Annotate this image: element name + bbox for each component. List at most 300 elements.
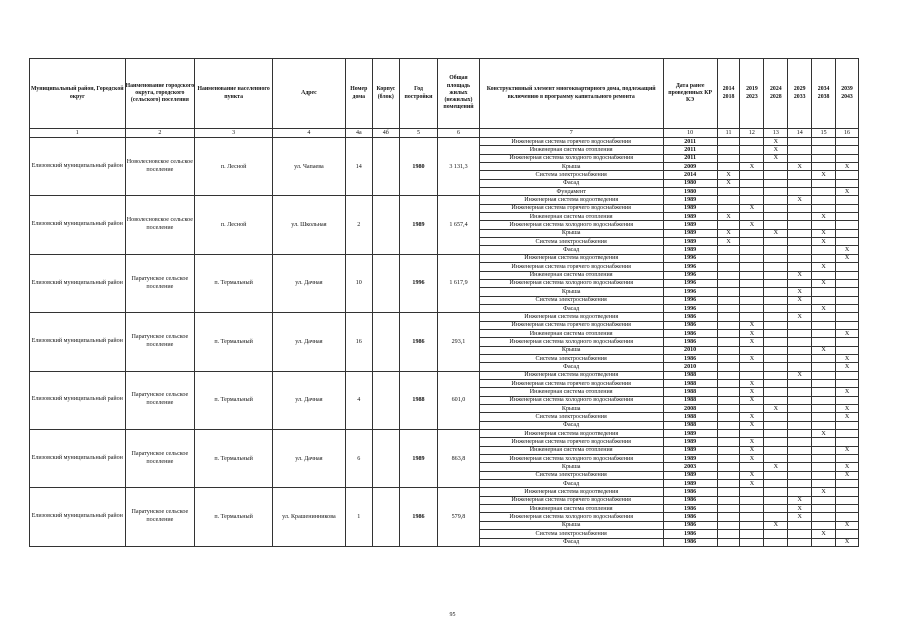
year-built-cell: 1996 <box>399 254 437 312</box>
period-mark-cell <box>836 279 859 287</box>
element-name-cell: Инженерная система горячего водоснабжения <box>479 263 663 271</box>
repair-date-cell: 1986 <box>663 313 717 321</box>
period-mark-cell <box>788 455 812 463</box>
repair-date-cell: 1989 <box>663 238 717 246</box>
block-cell <box>372 430 399 488</box>
period-mark-cell <box>717 304 740 312</box>
period-mark-cell <box>812 329 836 337</box>
element-name-cell: Инженерная система водоотведения <box>479 488 663 496</box>
period-mark-cell <box>836 304 859 312</box>
period-mark-cell <box>788 254 812 262</box>
period-mark-cell <box>717 204 740 212</box>
period-mark-cell <box>740 405 764 413</box>
repair-date-cell: 1989 <box>663 446 717 454</box>
period-mark-cell <box>836 371 859 379</box>
period-mark-cell <box>836 171 859 179</box>
period-mark-cell <box>812 163 836 171</box>
repair-date-cell: 1980 <box>663 179 717 187</box>
period-mark-cell <box>812 146 836 154</box>
period-mark-cell <box>717 354 740 362</box>
element-name-cell: Инженерная система горячего водоснабжения <box>479 496 663 504</box>
block-cell <box>372 254 399 312</box>
period-mark-cell <box>836 288 859 296</box>
period-mark-cell: X <box>836 463 859 471</box>
element-name-cell: Инженерная система водоотведения <box>479 313 663 321</box>
table-row <box>30 488 859 496</box>
period-mark-cell <box>788 229 812 237</box>
period-mark-cell <box>740 188 764 196</box>
period-mark-cell: X <box>836 446 859 454</box>
element-name-cell: Инженерная система отопления <box>479 388 663 396</box>
period-mark-cell <box>764 388 788 396</box>
period-mark-cell <box>812 188 836 196</box>
element-name-cell: Инженерная система горячего водоснабжения <box>479 321 663 329</box>
period-mark-cell <box>740 296 764 304</box>
repair-date-cell: 2011 <box>663 154 717 162</box>
period-mark-cell <box>812 413 836 421</box>
element-name-cell: Крыша <box>479 229 663 237</box>
period-mark-cell <box>717 379 740 387</box>
period-mark-cell: X <box>740 204 764 212</box>
period-mark-cell <box>717 438 740 446</box>
period-mark-cell <box>788 446 812 454</box>
column-header: Год постройки <box>399 59 437 129</box>
period-mark-cell <box>836 455 859 463</box>
period-mark-cell <box>740 513 764 521</box>
period-mark-cell <box>740 304 764 312</box>
period-mark-cell <box>788 171 812 179</box>
repair-date-cell: 1986 <box>663 354 717 362</box>
period-mark-cell <box>788 346 812 354</box>
year-built-cell: 1989 <box>399 430 437 488</box>
period-mark-cell: X <box>717 238 740 246</box>
repair-date-cell: 1996 <box>663 254 717 262</box>
period-mark-cell <box>812 296 836 304</box>
period-mark-cell <box>717 530 740 538</box>
period-mark-cell: X <box>836 405 859 413</box>
year-built-cell: 1986 <box>399 488 437 546</box>
period-mark-cell <box>717 221 740 229</box>
repair-date-cell: 2010 <box>663 346 717 354</box>
period-mark-cell: X <box>812 263 836 271</box>
period-mark-cell: X <box>836 388 859 396</box>
period-mark-cell <box>836 321 859 329</box>
repair-date-cell: 2009 <box>663 163 717 171</box>
period-mark-cell <box>717 421 740 429</box>
period-mark-cell <box>740 363 764 371</box>
period-mark-cell <box>717 413 740 421</box>
repair-date-cell: 1996 <box>663 263 717 271</box>
column-header: Корпус (блок) <box>372 59 399 129</box>
period-mark-cell <box>764 505 788 513</box>
period-mark-cell <box>788 213 812 221</box>
period-mark-cell <box>764 196 788 204</box>
area-cell: 1 617,9 <box>438 254 480 312</box>
settlement-cell: Паратунское сельское поселение <box>125 430 195 488</box>
period-mark-cell: X <box>836 471 859 479</box>
column-number: 7 <box>479 129 663 138</box>
period-mark-cell <box>764 163 788 171</box>
period-mark-cell: X <box>788 296 812 304</box>
period-mark-cell <box>717 388 740 396</box>
period-mark-cell <box>740 263 764 271</box>
element-name-cell: Инженерная система водоотведения <box>479 430 663 438</box>
column-number: 12 <box>740 129 764 138</box>
repair-date-cell: 1988 <box>663 396 717 404</box>
period-mark-cell <box>717 471 740 479</box>
period-mark-cell <box>836 263 859 271</box>
period-mark-cell <box>740 313 764 321</box>
period-mark-cell <box>740 146 764 154</box>
block-cell <box>372 138 399 196</box>
period-mark-cell <box>788 363 812 371</box>
table-body <box>30 138 859 547</box>
period-mark-cell <box>717 455 740 463</box>
period-mark-cell <box>836 179 859 187</box>
district-cell: Елизовский муниципальный район <box>30 196 126 254</box>
column-number: 5 <box>399 129 437 138</box>
column-header: 2024 2028 <box>764 59 788 129</box>
district-cell: Елизовский муниципальный район <box>30 371 126 429</box>
period-mark-cell <box>788 338 812 346</box>
repair-date-cell: 1989 <box>663 438 717 446</box>
column-number-row <box>30 129 859 138</box>
period-mark-cell <box>764 371 788 379</box>
period-mark-cell <box>717 138 740 146</box>
period-mark-cell: X <box>812 213 836 221</box>
locality-cell: п. Термальный <box>195 430 273 488</box>
period-mark-cell <box>764 213 788 221</box>
period-mark-cell <box>717 146 740 154</box>
period-mark-cell <box>788 530 812 538</box>
period-mark-cell <box>764 538 788 546</box>
house-number-cell: 16 <box>345 313 372 371</box>
period-mark-cell <box>740 346 764 354</box>
house-number-cell: 6 <box>345 430 372 488</box>
period-mark-cell: X <box>740 329 764 337</box>
house-number-cell: 4 <box>345 371 372 429</box>
period-mark-cell <box>812 371 836 379</box>
period-mark-cell <box>764 396 788 404</box>
element-name-cell: Инженерная система отопления <box>479 505 663 513</box>
period-mark-cell <box>764 204 788 212</box>
street-cell: ул. Крашенинникова <box>273 488 346 546</box>
period-mark-cell <box>717 446 740 454</box>
locality-cell: п. Термальный <box>195 371 273 429</box>
period-mark-cell: X <box>740 446 764 454</box>
column-header: Дата ранее проведенных КР КЭ <box>663 59 717 129</box>
period-mark-cell <box>836 488 859 496</box>
period-mark-cell: X <box>812 488 836 496</box>
element-name-cell: Инженерная система горячего водоснабжения <box>479 138 663 146</box>
repair-date-cell: 1988 <box>663 371 717 379</box>
period-mark-cell <box>788 204 812 212</box>
period-mark-cell <box>717 288 740 296</box>
repair-date-cell: 1980 <box>663 188 717 196</box>
period-mark-cell <box>812 179 836 187</box>
column-number: 15 <box>812 129 836 138</box>
period-mark-cell <box>812 321 836 329</box>
period-mark-cell <box>764 329 788 337</box>
period-mark-cell <box>740 463 764 471</box>
period-mark-cell: X <box>812 171 836 179</box>
element-name-cell: Фасад <box>479 421 663 429</box>
period-mark-cell: X <box>812 304 836 312</box>
period-mark-cell <box>836 146 859 154</box>
period-mark-cell <box>788 188 812 196</box>
period-mark-cell <box>764 263 788 271</box>
column-header: Наименование городского округа, городского (сельского) поселения <box>125 59 195 129</box>
period-mark-cell <box>788 488 812 496</box>
period-mark-cell <box>740 171 764 179</box>
period-mark-cell <box>788 279 812 287</box>
period-mark-cell <box>717 254 740 262</box>
period-mark-cell <box>717 163 740 171</box>
period-mark-cell <box>764 238 788 246</box>
period-mark-cell: X <box>836 521 859 529</box>
period-mark-cell <box>812 421 836 429</box>
period-mark-cell: X <box>764 154 788 162</box>
period-mark-cell <box>836 430 859 438</box>
period-mark-cell <box>740 138 764 146</box>
period-mark-cell <box>812 138 836 146</box>
element-name-cell: Фасад <box>479 304 663 312</box>
period-mark-cell <box>812 471 836 479</box>
repair-date-cell: 2011 <box>663 138 717 146</box>
period-mark-cell: X <box>717 213 740 221</box>
period-mark-cell <box>740 271 764 279</box>
period-mark-cell <box>764 430 788 438</box>
period-mark-cell <box>764 221 788 229</box>
repair-date-cell: 1986 <box>663 338 717 346</box>
element-name-cell: Система электроснабжения <box>479 238 663 246</box>
block-cell <box>372 488 399 546</box>
period-mark-cell: X <box>836 363 859 371</box>
element-name-cell: Инженерная система водоотведения <box>479 371 663 379</box>
column-header: 2019 2023 <box>740 59 764 129</box>
period-mark-cell <box>836 296 859 304</box>
period-mark-cell <box>717 338 740 346</box>
repair-date-cell: 1986 <box>663 538 717 546</box>
period-mark-cell <box>717 313 740 321</box>
period-mark-cell: X <box>812 279 836 287</box>
period-mark-cell <box>717 279 740 287</box>
period-mark-cell <box>740 238 764 246</box>
period-mark-cell <box>717 188 740 196</box>
element-name-cell: Система электроснабжения <box>479 296 663 304</box>
repair-date-cell: 1988 <box>663 421 717 429</box>
period-mark-cell <box>764 254 788 262</box>
period-mark-cell <box>764 304 788 312</box>
element-name-cell: Система электроснабжения <box>479 413 663 421</box>
area-cell: 579,8 <box>438 488 480 546</box>
period-mark-cell <box>812 221 836 229</box>
district-cell: Елизовский муниципальный район <box>30 488 126 546</box>
period-mark-cell <box>812 505 836 513</box>
period-mark-cell <box>812 154 836 162</box>
period-mark-cell: X <box>812 238 836 246</box>
column-header: Наименование населенного пункта <box>195 59 273 129</box>
period-mark-cell <box>788 413 812 421</box>
element-name-cell: Инженерная система горячего водоснабжения <box>479 204 663 212</box>
period-mark-cell <box>717 271 740 279</box>
period-mark-cell <box>764 379 788 387</box>
period-mark-cell <box>788 304 812 312</box>
period-mark-cell <box>717 346 740 354</box>
period-mark-cell: X <box>717 229 740 237</box>
period-mark-cell <box>836 271 859 279</box>
period-mark-cell <box>788 138 812 146</box>
period-mark-cell <box>717 430 740 438</box>
repair-date-cell: 1989 <box>663 471 717 479</box>
element-name-cell: Инженерная система холодного водоснабжения <box>479 513 663 521</box>
block-cell <box>372 196 399 254</box>
column-number: 11 <box>717 129 740 138</box>
period-mark-cell: X <box>764 405 788 413</box>
period-mark-cell <box>717 263 740 271</box>
period-mark-cell <box>788 463 812 471</box>
period-mark-cell <box>812 463 836 471</box>
period-mark-cell: X <box>788 271 812 279</box>
element-name-cell: Инженерная система холодного водоснабжения <box>479 221 663 229</box>
period-mark-cell <box>836 396 859 404</box>
period-mark-cell <box>788 396 812 404</box>
settlement-cell: Паратунское сельское поселение <box>125 371 195 429</box>
period-mark-cell: X <box>788 496 812 504</box>
repair-date-cell: 1989 <box>663 213 717 221</box>
column-header: Муниципальный район, Городской округ <box>30 59 126 129</box>
period-mark-cell <box>717 405 740 413</box>
period-mark-cell <box>740 196 764 204</box>
period-mark-cell <box>836 530 859 538</box>
repair-date-cell: 1989 <box>663 221 717 229</box>
period-mark-cell <box>812 379 836 387</box>
period-mark-cell <box>788 521 812 529</box>
period-mark-cell <box>740 521 764 529</box>
column-header: Общая площадь жилых (нежилых) помещений <box>438 59 480 129</box>
period-mark-cell <box>812 196 836 204</box>
column-header: 2039 2043 <box>836 59 859 129</box>
period-mark-cell <box>764 446 788 454</box>
period-mark-cell <box>812 246 836 254</box>
period-mark-cell <box>836 138 859 146</box>
period-mark-cell <box>740 538 764 546</box>
repair-date-cell: 2008 <box>663 405 717 413</box>
element-name-cell: Инженерная система горячего водоснабжения <box>479 379 663 387</box>
settlement-cell: Новолесновское сельское поселение <box>125 196 195 254</box>
table-row <box>30 196 859 204</box>
street-cell: ул. Дачная <box>273 254 346 312</box>
element-name-cell: Крыша <box>479 463 663 471</box>
period-mark-cell <box>812 204 836 212</box>
period-mark-cell: X <box>836 413 859 421</box>
period-mark-cell <box>788 471 812 479</box>
column-header: Номер дома <box>345 59 372 129</box>
column-number: 1 <box>30 129 126 138</box>
period-mark-cell: X <box>788 163 812 171</box>
district-cell: Елизовский муниципальный район <box>30 138 126 196</box>
period-mark-cell <box>836 338 859 346</box>
period-mark-cell <box>788 221 812 229</box>
period-mark-cell <box>812 438 836 446</box>
period-mark-cell <box>764 171 788 179</box>
period-mark-cell <box>788 438 812 446</box>
period-mark-cell: X <box>812 430 836 438</box>
repair-date-cell: 2003 <box>663 463 717 471</box>
period-mark-cell <box>812 538 836 546</box>
repair-date-cell: 1989 <box>663 229 717 237</box>
period-mark-cell <box>764 530 788 538</box>
period-mark-cell <box>764 421 788 429</box>
element-name-cell: Система электроснабжения <box>479 171 663 179</box>
column-number: 4б <box>372 129 399 138</box>
period-mark-cell <box>764 313 788 321</box>
period-mark-cell <box>812 513 836 521</box>
period-mark-cell <box>717 246 740 254</box>
period-mark-cell <box>836 480 859 488</box>
block-cell <box>372 371 399 429</box>
period-mark-cell <box>836 379 859 387</box>
column-number: 4 <box>273 129 346 138</box>
period-mark-cell: X <box>812 530 836 538</box>
street-cell: ул. Школьная <box>273 196 346 254</box>
table-row <box>30 138 859 146</box>
period-mark-cell <box>740 246 764 254</box>
period-mark-cell <box>740 154 764 162</box>
element-name-cell: Инженерная система водоотведения <box>479 254 663 262</box>
house-number-cell: 2 <box>345 196 372 254</box>
period-mark-cell <box>717 296 740 304</box>
element-name-cell: Инженерная система отопления <box>479 146 663 154</box>
period-mark-cell: X <box>836 354 859 362</box>
year-built-cell: 1986 <box>399 313 437 371</box>
column-number: 4а <box>345 129 372 138</box>
period-mark-cell <box>764 188 788 196</box>
period-mark-cell <box>717 321 740 329</box>
period-mark-cell: X <box>717 179 740 187</box>
period-mark-cell <box>764 279 788 287</box>
period-mark-cell <box>812 313 836 321</box>
period-mark-cell <box>764 179 788 187</box>
element-name-cell: Инженерная система отопления <box>479 271 663 279</box>
period-mark-cell <box>836 213 859 221</box>
repair-date-cell: 1986 <box>663 488 717 496</box>
period-mark-cell <box>717 396 740 404</box>
repair-date-cell: 1986 <box>663 505 717 513</box>
period-mark-cell <box>740 254 764 262</box>
column-number: 10 <box>663 129 717 138</box>
period-mark-cell <box>764 246 788 254</box>
year-built-cell: 1980 <box>399 138 437 196</box>
repair-date-cell: 1986 <box>663 513 717 521</box>
street-cell: ул. Дачная <box>273 430 346 488</box>
period-mark-cell <box>836 438 859 446</box>
element-name-cell: Инженерная система холодного водоснабжения <box>479 455 663 463</box>
period-mark-cell <box>717 538 740 546</box>
period-mark-cell: X <box>764 463 788 471</box>
period-mark-cell: X <box>836 163 859 171</box>
element-name-cell: Крыша <box>479 521 663 529</box>
period-mark-cell: X <box>740 480 764 488</box>
element-name-cell: Инженерная система холодного водоснабжения <box>479 338 663 346</box>
period-mark-cell <box>836 496 859 504</box>
house-number-cell: 1 <box>345 488 372 546</box>
period-mark-cell <box>764 354 788 362</box>
period-mark-cell <box>740 371 764 379</box>
district-cell: Елизовский муниципальный район <box>30 313 126 371</box>
area-cell: 293,1 <box>438 313 480 371</box>
district-cell: Елизовский муниципальный район <box>30 254 126 312</box>
